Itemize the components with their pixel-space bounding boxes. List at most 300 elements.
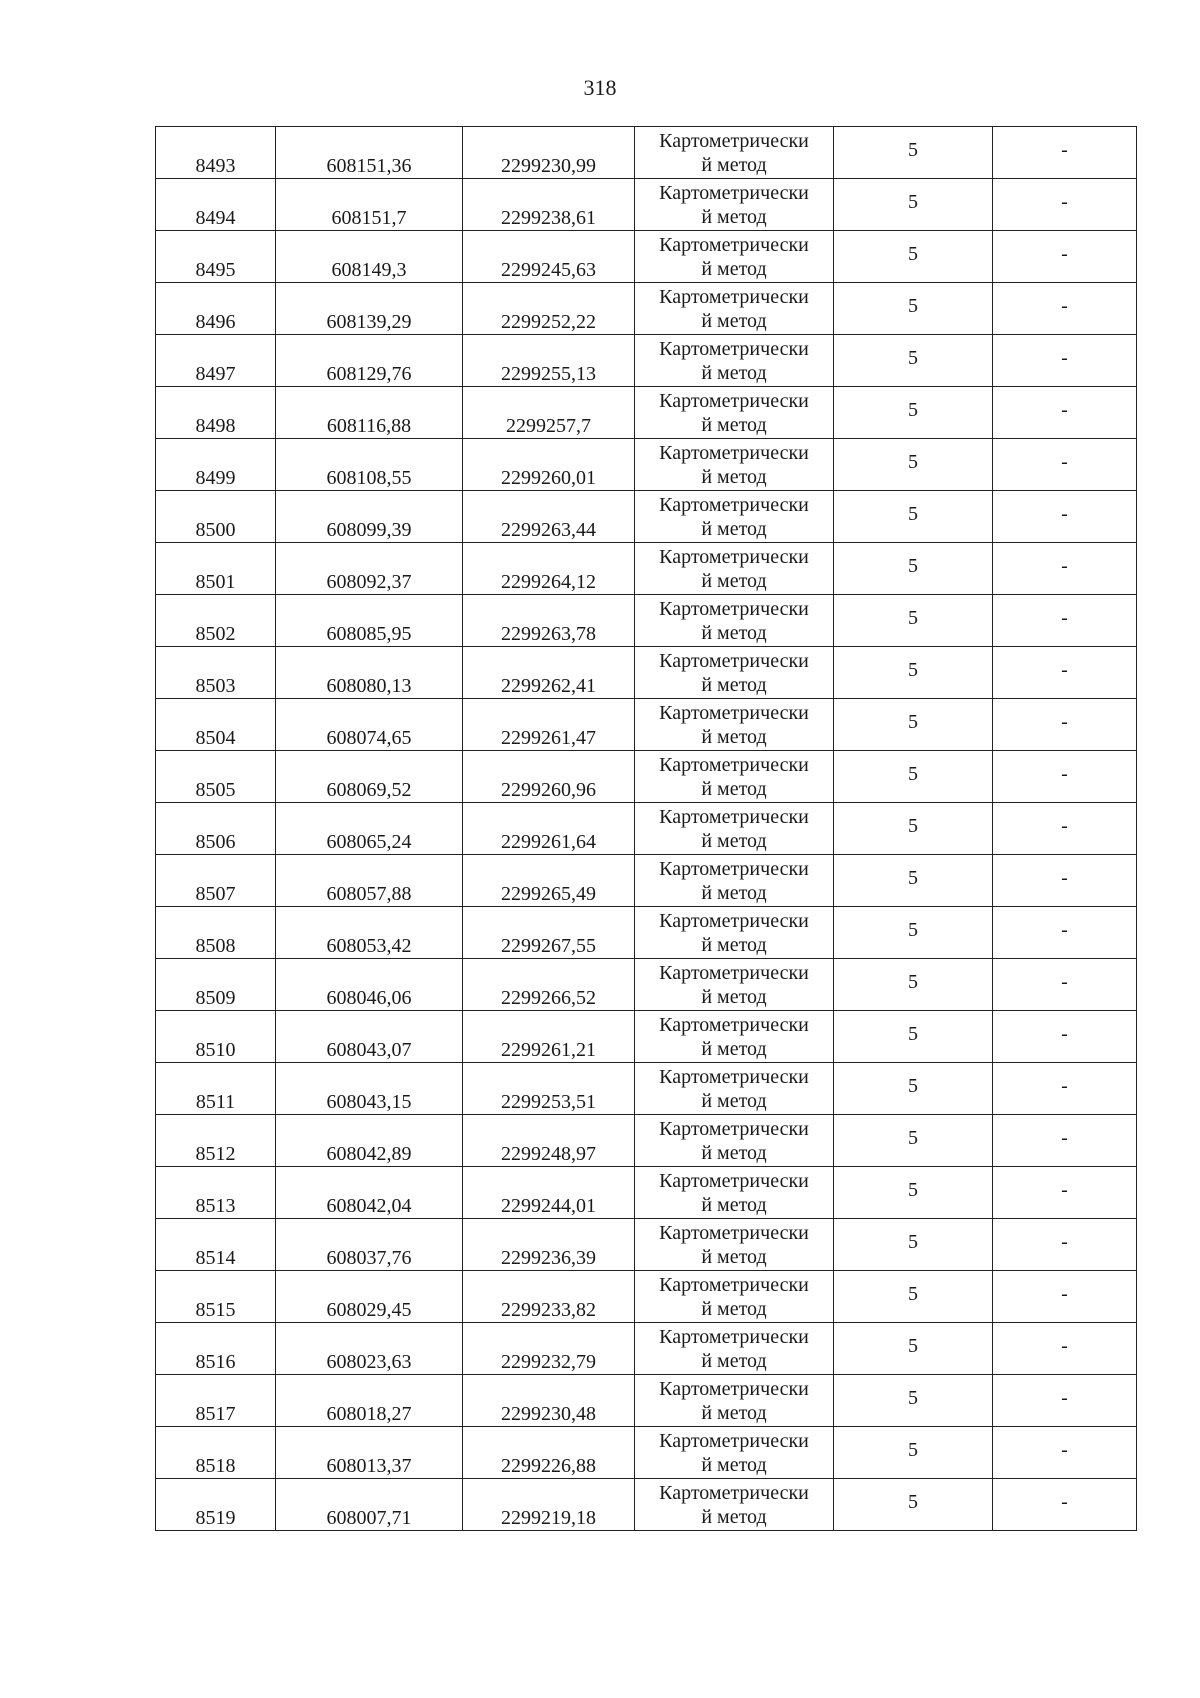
table-row — [156, 1115, 1137, 1167]
accuracy-value: 5 — [908, 606, 918, 629]
method-cell — [635, 647, 834, 699]
method-cell — [635, 595, 834, 647]
y-coordinate-cell: 2299264,12 — [463, 543, 635, 595]
accuracy-cell — [834, 1479, 993, 1531]
method-line-1: Картометрически — [659, 1013, 809, 1036]
note-cell — [993, 1115, 1137, 1167]
method-line-1: Картометрически — [659, 285, 809, 308]
point-number-cell: 8519 — [156, 1479, 276, 1531]
accuracy-cell — [834, 491, 993, 543]
x-coordinate-cell: 608043,15 — [276, 1063, 463, 1115]
note-cell — [993, 699, 1137, 751]
accuracy-value: 5 — [908, 762, 918, 785]
x-coordinate-cell: 608042,04 — [276, 1167, 463, 1219]
y-coordinate-cell: 2299244,01 — [463, 1167, 635, 1219]
x-coordinate-cell: 608085,95 — [276, 595, 463, 647]
note-value: - — [1061, 1490, 1068, 1513]
method-cell — [635, 907, 834, 959]
note-cell — [993, 1427, 1137, 1479]
note-value: - — [1061, 1126, 1068, 1149]
accuracy-value: 5 — [908, 866, 918, 889]
method-line-2: й метод — [701, 569, 767, 592]
x-coordinate-cell: 608037,76 — [276, 1219, 463, 1271]
method-cell — [635, 439, 834, 491]
point-number-cell: 8495 — [156, 231, 276, 283]
accuracy-cell — [834, 699, 993, 751]
note-value: - — [1061, 814, 1068, 837]
note-cell — [993, 1375, 1137, 1427]
method-line-1: Картометрически — [659, 1117, 809, 1140]
note-cell — [993, 595, 1137, 647]
table-row — [156, 231, 1137, 283]
method-line-2: й метод — [701, 1193, 767, 1216]
method-line-2: й метод — [701, 829, 767, 852]
method-line-2: й метод — [701, 1505, 767, 1528]
accuracy-value: 5 — [908, 138, 918, 161]
note-value: - — [1061, 658, 1068, 681]
method-cell — [635, 1063, 834, 1115]
method-cell — [635, 387, 834, 439]
note-cell — [993, 803, 1137, 855]
note-cell — [993, 1271, 1137, 1323]
method-line-1: Картометрически — [659, 1325, 809, 1348]
note-cell — [993, 1167, 1137, 1219]
note-value: - — [1061, 346, 1068, 369]
accuracy-cell — [834, 1323, 993, 1375]
note-value: - — [1061, 1178, 1068, 1201]
method-line-2: й метод — [701, 465, 767, 488]
x-coordinate-cell: 608099,39 — [276, 491, 463, 543]
accuracy-value: 5 — [908, 814, 918, 837]
y-coordinate-cell: 2299230,99 — [463, 127, 635, 179]
method-line-2: й метод — [701, 205, 767, 228]
table-row — [156, 439, 1137, 491]
y-coordinate-cell: 2299219,18 — [463, 1479, 635, 1531]
method-cell — [635, 699, 834, 751]
table-row — [156, 1479, 1137, 1531]
x-coordinate-cell: 608080,13 — [276, 647, 463, 699]
method-line-2: й метод — [701, 1401, 767, 1424]
note-value: - — [1061, 242, 1068, 265]
y-coordinate-cell: 2299263,78 — [463, 595, 635, 647]
point-number-cell: 8512 — [156, 1115, 276, 1167]
method-line-1: Картометрически — [659, 1221, 809, 1244]
note-value: - — [1061, 1282, 1068, 1305]
method-line-2: й метод — [701, 1141, 767, 1164]
point-number-cell: 8515 — [156, 1271, 276, 1323]
accuracy-cell — [834, 1375, 993, 1427]
x-coordinate-cell: 608149,3 — [276, 231, 463, 283]
x-coordinate-cell: 608029,45 — [276, 1271, 463, 1323]
note-value: - — [1061, 1230, 1068, 1253]
accuracy-value: 5 — [908, 1490, 918, 1513]
method-line-2: й метод — [701, 517, 767, 540]
method-line-2: й метод — [701, 1453, 767, 1476]
table-row — [156, 803, 1137, 855]
method-cell — [635, 1011, 834, 1063]
x-coordinate-cell: 608023,63 — [276, 1323, 463, 1375]
y-coordinate-cell: 2299263,44 — [463, 491, 635, 543]
note-cell — [993, 179, 1137, 231]
y-coordinate-cell: 2299233,82 — [463, 1271, 635, 1323]
method-line-2: й метод — [701, 1245, 767, 1268]
y-coordinate-cell: 2299255,13 — [463, 335, 635, 387]
x-coordinate-cell: 608151,7 — [276, 179, 463, 231]
note-value: - — [1061, 970, 1068, 993]
method-line-1: Картометрически — [659, 1377, 809, 1400]
x-coordinate-cell: 608116,88 — [276, 387, 463, 439]
method-line-2: й метод — [701, 153, 767, 176]
point-number-cell: 8506 — [156, 803, 276, 855]
table-row — [156, 751, 1137, 803]
method-line-2: й метод — [701, 257, 767, 280]
table-row — [156, 1167, 1137, 1219]
accuracy-value: 5 — [908, 242, 918, 265]
accuracy-value: 5 — [908, 918, 918, 941]
table-row — [156, 1323, 1137, 1375]
point-number-cell: 8500 — [156, 491, 276, 543]
method-line-2: й метод — [701, 413, 767, 436]
accuracy-value: 5 — [908, 1282, 918, 1305]
accuracy-value: 5 — [908, 710, 918, 733]
method-line-1: Картометрически — [659, 1169, 809, 1192]
point-number-cell: 8493 — [156, 127, 276, 179]
table-row — [156, 1219, 1137, 1271]
y-coordinate-cell: 2299245,63 — [463, 231, 635, 283]
note-value: - — [1061, 1386, 1068, 1409]
method-line-2: й метод — [701, 985, 767, 1008]
x-coordinate-cell: 608043,07 — [276, 1011, 463, 1063]
method-cell — [635, 1167, 834, 1219]
method-line-1: Картометрически — [659, 389, 809, 412]
note-cell — [993, 751, 1137, 803]
accuracy-cell — [834, 1271, 993, 1323]
accuracy-value: 5 — [908, 502, 918, 525]
x-coordinate-cell: 608069,52 — [276, 751, 463, 803]
y-coordinate-cell: 2299238,61 — [463, 179, 635, 231]
note-cell — [993, 855, 1137, 907]
accuracy-value: 5 — [908, 1074, 918, 1097]
note-value: - — [1061, 1334, 1068, 1357]
point-number-cell: 8508 — [156, 907, 276, 959]
method-line-2: й метод — [701, 1297, 767, 1320]
table-row — [156, 647, 1137, 699]
y-coordinate-cell: 2299232,79 — [463, 1323, 635, 1375]
note-cell — [993, 959, 1137, 1011]
method-line-1: Картометрически — [659, 961, 809, 984]
method-line-1: Картометрически — [659, 909, 809, 932]
method-cell — [635, 335, 834, 387]
note-cell — [993, 647, 1137, 699]
method-line-1: Картометрически — [659, 181, 809, 204]
accuracy-value: 5 — [908, 294, 918, 317]
method-cell — [635, 231, 834, 283]
method-cell — [635, 283, 834, 335]
note-cell — [993, 1063, 1137, 1115]
method-line-1: Картометрически — [659, 233, 809, 256]
y-coordinate-cell: 2299267,55 — [463, 907, 635, 959]
note-cell — [993, 1323, 1137, 1375]
accuracy-value: 5 — [908, 1022, 918, 1045]
method-cell — [635, 179, 834, 231]
method-line-2: й метод — [701, 1037, 767, 1060]
method-cell — [635, 127, 834, 179]
method-cell — [635, 1427, 834, 1479]
accuracy-cell — [834, 1063, 993, 1115]
point-number-cell: 8509 — [156, 959, 276, 1011]
y-coordinate-cell: 2299266,52 — [463, 959, 635, 1011]
y-coordinate-cell: 2299265,49 — [463, 855, 635, 907]
point-number-cell: 8504 — [156, 699, 276, 751]
accuracy-value: 5 — [908, 658, 918, 681]
note-value: - — [1061, 918, 1068, 941]
method-line-1: Картометрически — [659, 753, 809, 776]
method-cell — [635, 543, 834, 595]
y-coordinate-cell: 2299261,64 — [463, 803, 635, 855]
point-number-cell: 8503 — [156, 647, 276, 699]
method-line-2: й метод — [701, 777, 767, 800]
point-number-cell: 8499 — [156, 439, 276, 491]
method-line-1: Картометрически — [659, 441, 809, 464]
method-line-2: й метод — [701, 881, 767, 904]
method-cell — [635, 1323, 834, 1375]
x-coordinate-cell: 608065,24 — [276, 803, 463, 855]
table-row — [156, 1063, 1137, 1115]
accuracy-value: 5 — [908, 1230, 918, 1253]
point-number-cell: 8494 — [156, 179, 276, 231]
point-number-cell: 8501 — [156, 543, 276, 595]
method-cell — [635, 1479, 834, 1531]
point-number-cell: 8510 — [156, 1011, 276, 1063]
method-cell — [635, 491, 834, 543]
method-line-2: й метод — [701, 1089, 767, 1112]
accuracy-value: 5 — [908, 1334, 918, 1357]
method-line-1: Картометрически — [659, 129, 809, 152]
y-coordinate-cell: 2299230,48 — [463, 1375, 635, 1427]
note-cell — [993, 439, 1137, 491]
y-coordinate-cell: 2299248,97 — [463, 1115, 635, 1167]
point-number-cell: 8514 — [156, 1219, 276, 1271]
note-value: - — [1061, 1022, 1068, 1045]
accuracy-value: 5 — [908, 970, 918, 993]
table-row — [156, 1271, 1137, 1323]
accuracy-value: 5 — [908, 1438, 918, 1461]
table-row — [156, 1427, 1137, 1479]
y-coordinate-cell: 2299260,01 — [463, 439, 635, 491]
x-coordinate-cell: 608074,65 — [276, 699, 463, 751]
note-value: - — [1061, 1438, 1068, 1461]
method-cell — [635, 1375, 834, 1427]
method-cell — [635, 803, 834, 855]
method-cell — [635, 1219, 834, 1271]
x-coordinate-cell: 608108,55 — [276, 439, 463, 491]
accuracy-value: 5 — [908, 1126, 918, 1149]
point-number-cell: 8516 — [156, 1323, 276, 1375]
note-value: - — [1061, 554, 1068, 577]
accuracy-cell — [834, 1219, 993, 1271]
accuracy-cell — [834, 803, 993, 855]
table-row — [156, 1011, 1137, 1063]
y-coordinate-cell: 2299252,22 — [463, 283, 635, 335]
accuracy-cell — [834, 283, 993, 335]
note-cell — [993, 127, 1137, 179]
table-row — [156, 699, 1137, 751]
accuracy-cell — [834, 335, 993, 387]
method-cell — [635, 751, 834, 803]
accuracy-cell — [834, 543, 993, 595]
table-row — [156, 595, 1137, 647]
x-coordinate-cell: 608007,71 — [276, 1479, 463, 1531]
x-coordinate-cell: 608053,42 — [276, 907, 463, 959]
note-value: - — [1061, 450, 1068, 473]
method-cell — [635, 1115, 834, 1167]
table-row — [156, 959, 1137, 1011]
table-row — [156, 543, 1137, 595]
note-value: - — [1061, 294, 1068, 317]
method-line-2: й метод — [701, 1349, 767, 1372]
accuracy-cell — [834, 1427, 993, 1479]
accuracy-cell — [834, 387, 993, 439]
table-row — [156, 491, 1137, 543]
accuracy-value: 5 — [908, 1178, 918, 1201]
y-coordinate-cell: 2299260,96 — [463, 751, 635, 803]
note-cell — [993, 1219, 1137, 1271]
accuracy-cell — [834, 1011, 993, 1063]
note-cell — [993, 1479, 1137, 1531]
x-coordinate-cell: 608129,76 — [276, 335, 463, 387]
note-cell — [993, 283, 1137, 335]
x-coordinate-cell: 608042,89 — [276, 1115, 463, 1167]
note-value: - — [1061, 190, 1068, 213]
note-cell — [993, 1011, 1137, 1063]
x-coordinate-cell: 608013,37 — [276, 1427, 463, 1479]
table-body — [156, 127, 1137, 1531]
x-coordinate-cell: 608018,27 — [276, 1375, 463, 1427]
table-row — [156, 387, 1137, 439]
y-coordinate-cell: 2299261,47 — [463, 699, 635, 751]
accuracy-cell — [834, 1167, 993, 1219]
accuracy-cell — [834, 179, 993, 231]
accuracy-cell — [834, 647, 993, 699]
accuracy-cell — [834, 127, 993, 179]
accuracy-value: 5 — [908, 346, 918, 369]
point-number-cell: 8498 — [156, 387, 276, 439]
note-value: - — [1061, 866, 1068, 889]
method-line-1: Картометрически — [659, 1481, 809, 1504]
method-line-2: й метод — [701, 309, 767, 332]
y-coordinate-cell: 2299261,21 — [463, 1011, 635, 1063]
note-value: - — [1061, 138, 1068, 161]
accuracy-cell — [834, 595, 993, 647]
table-row — [156, 907, 1137, 959]
note-cell — [993, 335, 1137, 387]
point-number-cell: 8517 — [156, 1375, 276, 1427]
note-cell — [993, 907, 1137, 959]
accuracy-cell — [834, 907, 993, 959]
accuracy-value: 5 — [908, 1386, 918, 1409]
table-row — [156, 283, 1137, 335]
method-line-2: й метод — [701, 621, 767, 644]
method-line-2: й метод — [701, 361, 767, 384]
point-number-cell: 8497 — [156, 335, 276, 387]
method-line-2: й метод — [701, 933, 767, 956]
x-coordinate-cell: 608046,06 — [276, 959, 463, 1011]
table-row — [156, 179, 1137, 231]
accuracy-cell — [834, 1115, 993, 1167]
method-line-2: й метод — [701, 725, 767, 748]
note-value: - — [1061, 1074, 1068, 1097]
point-number-cell: 8511 — [156, 1063, 276, 1115]
note-value: - — [1061, 762, 1068, 785]
method-line-1: Картометрически — [659, 545, 809, 568]
y-coordinate-cell: 2299226,88 — [463, 1427, 635, 1479]
method-line-1: Картометрически — [659, 1273, 809, 1296]
accuracy-cell — [834, 855, 993, 907]
coordinates-table — [155, 126, 1137, 1531]
accuracy-cell — [834, 231, 993, 283]
accuracy-cell — [834, 439, 993, 491]
note-value: - — [1061, 710, 1068, 733]
point-number-cell: 8502 — [156, 595, 276, 647]
point-number-cell: 8513 — [156, 1167, 276, 1219]
method-line-1: Картометрически — [659, 493, 809, 516]
y-coordinate-cell: 2299262,41 — [463, 647, 635, 699]
method-cell — [635, 959, 834, 1011]
accuracy-cell — [834, 751, 993, 803]
note-value: - — [1061, 398, 1068, 421]
point-number-cell: 8507 — [156, 855, 276, 907]
x-coordinate-cell: 608139,29 — [276, 283, 463, 335]
method-line-1: Картометрически — [659, 1429, 809, 1452]
note-cell — [993, 543, 1137, 595]
x-coordinate-cell: 608151,36 — [276, 127, 463, 179]
x-coordinate-cell: 608057,88 — [276, 855, 463, 907]
point-number-cell: 8518 — [156, 1427, 276, 1479]
method-line-1: Картометрически — [659, 857, 809, 880]
accuracy-value: 5 — [908, 190, 918, 213]
table-row — [156, 855, 1137, 907]
accuracy-cell — [834, 959, 993, 1011]
point-number-cell: 8496 — [156, 283, 276, 335]
x-coordinate-cell: 608092,37 — [276, 543, 463, 595]
method-cell — [635, 1271, 834, 1323]
method-line-1: Картометрически — [659, 649, 809, 672]
table-row — [156, 335, 1137, 387]
point-number-cell: 8505 — [156, 751, 276, 803]
method-line-1: Картометрически — [659, 597, 809, 620]
note-cell — [993, 387, 1137, 439]
table-row — [156, 127, 1137, 179]
page-number: 318 — [583, 75, 617, 100]
method-line-1: Картометрически — [659, 1065, 809, 1088]
accuracy-value: 5 — [908, 398, 918, 421]
accuracy-value: 5 — [908, 450, 918, 473]
y-coordinate-cell: 2299236,39 — [463, 1219, 635, 1271]
method-cell — [635, 855, 834, 907]
note-cell — [993, 231, 1137, 283]
table-row — [156, 1375, 1137, 1427]
method-line-1: Картометрически — [659, 337, 809, 360]
method-line-1: Картометрически — [659, 701, 809, 724]
y-coordinate-cell: 2299253,51 — [463, 1063, 635, 1115]
y-coordinate-cell: 2299257,7 — [463, 387, 635, 439]
method-line-2: й метод — [701, 673, 767, 696]
note-value: - — [1061, 606, 1068, 629]
method-line-1: Картометрически — [659, 805, 809, 828]
note-cell — [993, 491, 1137, 543]
note-value: - — [1061, 502, 1068, 525]
accuracy-value: 5 — [908, 554, 918, 577]
